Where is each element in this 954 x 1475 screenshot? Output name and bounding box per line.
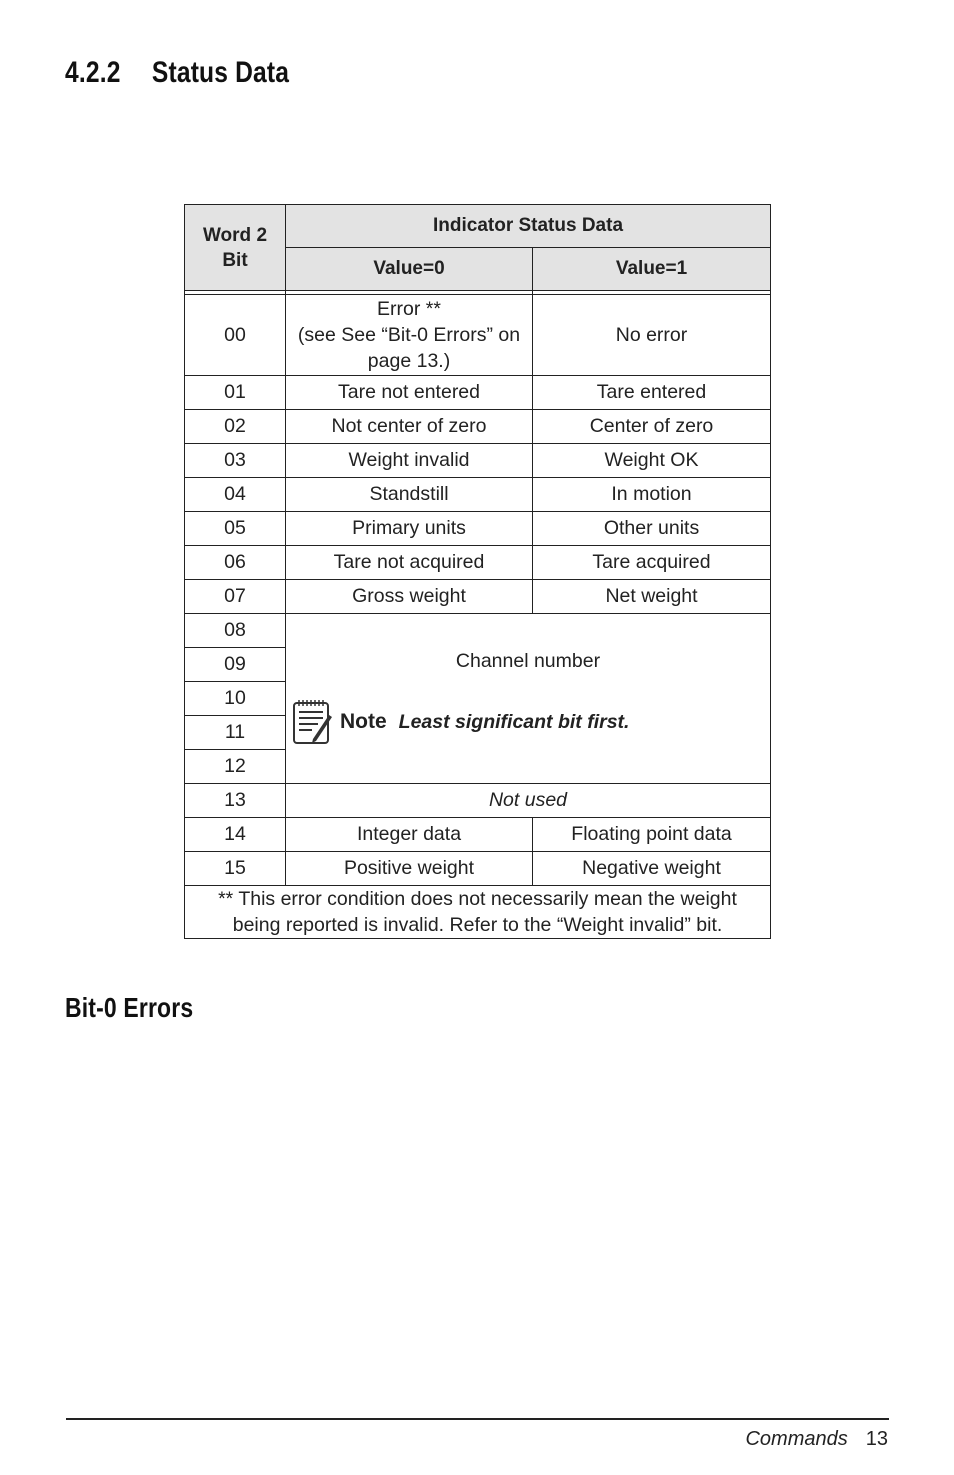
value1-cell: No error <box>533 295 771 376</box>
value0-cell: Primary units <box>286 512 533 546</box>
value0-cell: Tare not acquired <box>286 546 533 580</box>
table-row <box>185 852 771 886</box>
value1-cell: Center of zero <box>533 410 771 444</box>
channel-number-cell <box>286 614 771 784</box>
table-row <box>185 376 771 410</box>
value0-cell: Positive weight <box>286 852 533 886</box>
value1-cell: Other units <box>533 512 771 546</box>
bit-cell: 13 <box>185 784 286 818</box>
bit-cell: 12 <box>185 750 286 784</box>
section-title: Status Data <box>151 56 290 89</box>
value1-cell: Tare entered <box>533 376 771 410</box>
section-number: 4.2.2 <box>65 56 121 89</box>
value1-cell: In motion <box>533 478 771 512</box>
bit-cell: 10 <box>185 682 286 716</box>
table-row <box>185 818 771 852</box>
bit-cell: 07 <box>185 580 286 614</box>
value1-cell: Negative weight <box>533 852 771 886</box>
bit-cell: 11 <box>185 716 286 750</box>
value1-cell: Tare acquired <box>533 546 771 580</box>
value0-cell: Not center of zero <box>286 410 533 444</box>
page-number: 13 <box>865 1428 888 1450</box>
value0-cell: Tare not entered <box>286 376 533 410</box>
bit-cell: 09 <box>185 648 286 682</box>
bit-cell: 08 <box>185 614 286 648</box>
footer-rule <box>66 1418 889 1420</box>
value0-cell: Error ** (see See “Bit-0 Errors” on page 13.) <box>286 295 533 376</box>
value1-cell: Net weight <box>533 580 771 614</box>
table-row <box>185 478 771 512</box>
table-row <box>185 295 771 376</box>
note-block <box>286 697 770 747</box>
bit-cell: 05 <box>185 512 286 546</box>
value1-cell: Floating point data <box>533 818 771 852</box>
table-row <box>185 410 771 444</box>
table-row <box>185 614 771 648</box>
bit-cell: 06 <box>185 546 286 580</box>
status-data-table <box>184 204 771 939</box>
footer-section: Commands <box>745 1428 848 1450</box>
bit-cell: 02 <box>185 410 286 444</box>
subsection-heading: Bit-0 Errors <box>65 992 194 1023</box>
table-footnote: ** This error condition does not necessarily mean the weight being reported is invalid. Refer to the “Weight invalid” bit. <box>185 886 771 939</box>
table-row <box>185 580 771 614</box>
bit-cell: 15 <box>185 852 286 886</box>
table-footnote-row <box>185 886 771 939</box>
header-indicator-status: Indicator Status Data <box>286 205 771 248</box>
not-used-cell: Not used <box>286 784 771 818</box>
table-row <box>185 546 771 580</box>
value0-cell: Integer data <box>286 818 533 852</box>
channel-number-text: Channel number <box>455 650 601 672</box>
table-row <box>185 444 771 478</box>
bit-cell: 04 <box>185 478 286 512</box>
value0-cell: Weight invalid <box>286 444 533 478</box>
note-label: Note <box>340 710 387 733</box>
header-value1: Value=1 <box>533 248 771 291</box>
header-word-bit: Word 2 Bit <box>185 205 286 291</box>
bit-cell: 14 <box>185 818 286 852</box>
header-value0: Value=0 <box>286 248 533 291</box>
bit-cell: 01 <box>185 376 286 410</box>
table-header-row <box>185 205 771 248</box>
note-text: Least significant bit first. <box>398 710 630 733</box>
note-pad-pencil-icon <box>292 697 336 747</box>
table-row <box>185 512 771 546</box>
section-heading <box>65 56 289 90</box>
page-footer <box>745 1428 888 1451</box>
value0-cell: Standstill <box>286 478 533 512</box>
bit-cell: 03 <box>185 444 286 478</box>
value0-cell: Gross weight <box>286 580 533 614</box>
table-row <box>185 784 771 818</box>
value1-cell: Weight OK <box>533 444 771 478</box>
bit-cell: 00 <box>185 295 286 376</box>
